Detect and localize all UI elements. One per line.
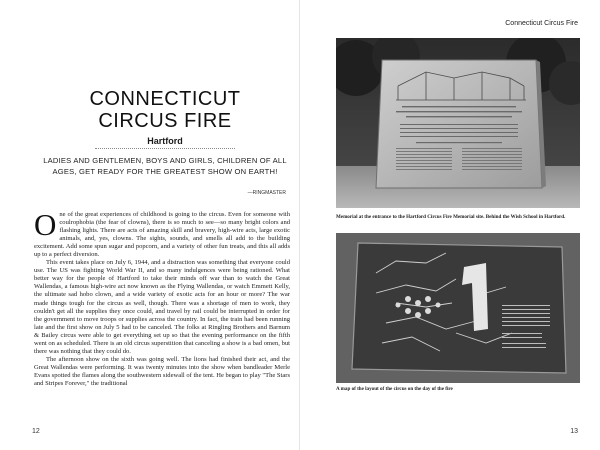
- page-number-right: 13: [570, 428, 578, 435]
- memorial-photo: [336, 38, 580, 208]
- paragraph: [34, 207, 290, 259]
- dotted-divider: [95, 148, 235, 149]
- paragraph-1-text: ne of the great experiences of childhood is going to the circus. Even for someone with coulrophobia (the fear of clowns), there is so much to see—so many bright colors and flashing lights. There are acts of amazing skill and bravery, high-wire acts, large exotic animals, and, yes, clowns. The sights, sounds, and smells all add to the building excitement. Add some spun sugar and popcorn, and a variety of other fun treats, and this all adds up to a perfect diversion.: [34, 211, 290, 259]
- memorial-photo-caption: Memorial at the entrance to the Hartford Circus Fire Memorial site. Behind the Wish School in Hartford.: [336, 214, 566, 220]
- paragraph: This event takes place on July 6, 1944, and a distraction was something that everyone could use. The US was fighting World War II, and so many indulgences were being rationed. What better way for the people of Hartford to take their minds off war than to watch the Great Wallendas, a famous high-wire act now known as the Flying Wallendas, or watch Emmett Kelly, the ultimate sad hobo clown, and a wide variety of exotic acts for an hour or more? The war made things tough for the circus as well, though. There was a shortage of men to work, they couldn't get all the supplies they once could, and travel by rail could be interrupted in order for the government to move troops or supplies across the country. In fact, the train had been running late and the first show on July 5 had to be canceled. The folks at Ringling Brothers and Barnum & Bailey circus were able to get everything set up so that the evening performance on the fifth went on as scheduled. There is an old circus superstition that canceling a show is a bad omen, but there was nothing that they could do.: [34, 259, 290, 355]
- body-text: [34, 207, 290, 388]
- paragraph: The afternoon show on the sixth was going well. The lions had finished their act, and the Great Wallendas were performing. It was twenty minutes into the show when bandleader Merle Evans spotted the flames along the southwestern sidewall of the tent. He began to play "The Stars and Stripes Forever," the traditional: [34, 355, 290, 387]
- page-number-left: 12: [32, 428, 40, 435]
- chapter-title: [40, 88, 290, 132]
- chapter-subtitle: Hartford: [147, 136, 183, 146]
- circus-map-photo: [336, 233, 580, 383]
- drop-cap: O: [34, 207, 57, 242]
- circus-map-illustration: [336, 233, 580, 383]
- epigraph-attribution: —RINGMASTER: [247, 190, 286, 196]
- title-line-2: CIRCUS FIRE: [98, 110, 232, 132]
- memorial-photo-illustration: [336, 38, 580, 208]
- running-head: Connecticut Circus Fire: [505, 20, 578, 27]
- title-line-1: CONNECTICUT: [89, 88, 241, 110]
- circus-map-caption: A map of the layout of the circus on the day of the fire: [336, 386, 453, 392]
- epigraph-quote: LADIES AND GENTLEMEN, BOYS AND GIRLS, CHILDREN OF ALL AGES, GET READY FOR THE GREATEST SHOW ON EARTH!: [43, 156, 287, 176]
